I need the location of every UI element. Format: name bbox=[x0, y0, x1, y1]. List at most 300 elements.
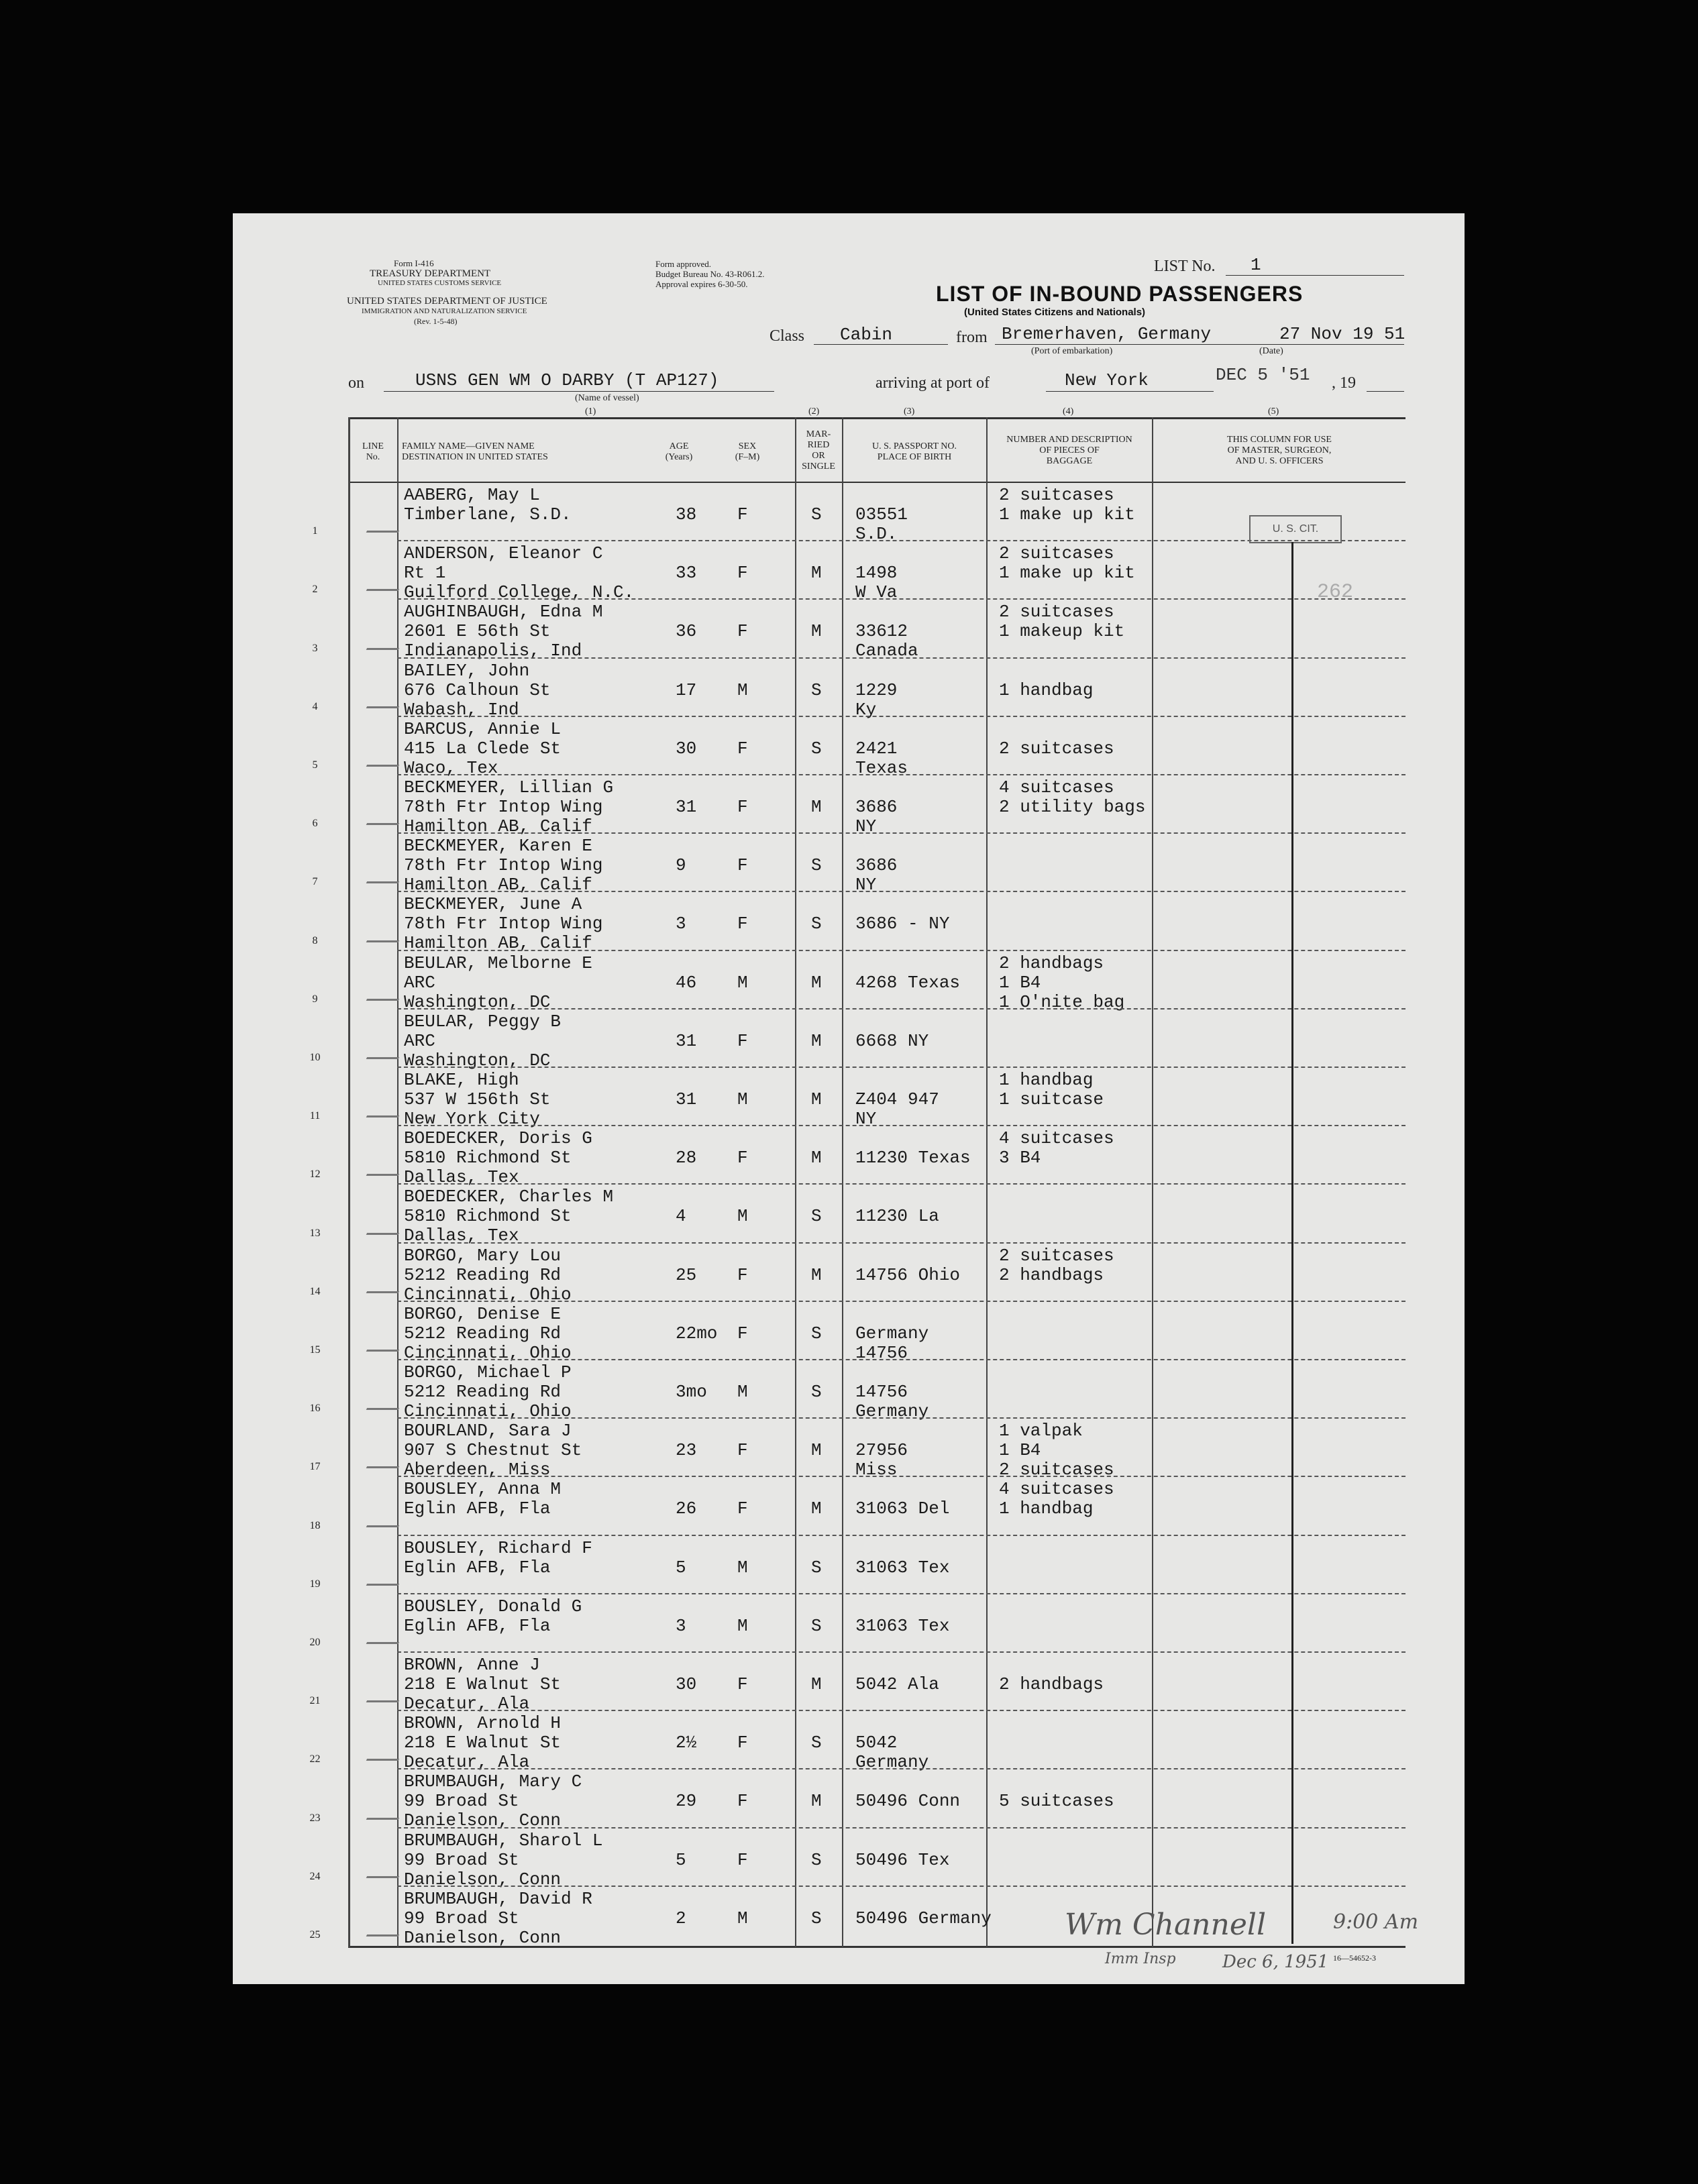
passenger-sex: F bbox=[737, 621, 748, 642]
passenger-sex: F bbox=[737, 1323, 748, 1344]
passenger-name-line: BOUSLEY, Richard F bbox=[404, 1537, 592, 1558]
passenger-name-line: BROWN, Anne J bbox=[404, 1655, 540, 1675]
passenger-name-line: Guilford College, N.C. bbox=[404, 582, 635, 603]
passenger-name-line: BORGO, Denise E bbox=[404, 1303, 562, 1324]
line-number: 16 bbox=[309, 1403, 321, 1415]
arrival-date-stamp: DEC 5 '51 bbox=[1216, 365, 1310, 385]
passenger-marital-status: M bbox=[811, 1440, 822, 1461]
passenger-name-line: Waco, Tex bbox=[404, 757, 498, 778]
passenger-age: 5 bbox=[676, 1557, 686, 1578]
row-divider bbox=[397, 1125, 1405, 1126]
header-name: FAMILY NAME—GIVEN NAME DESTINATION IN UNITED STATES bbox=[402, 441, 548, 462]
passenger-passport: Germany bbox=[855, 1752, 929, 1773]
passenger-passport: 2421 bbox=[855, 738, 898, 759]
passenger-name-line: BECKMEYER, Karen E bbox=[404, 836, 592, 857]
manifest-page bbox=[233, 213, 1465, 1984]
passenger-passport: 50496 Conn bbox=[855, 1791, 961, 1812]
passenger-marital-status: S bbox=[811, 1557, 822, 1578]
passenger-name-line: 5212 Reading Rd bbox=[404, 1323, 562, 1344]
passenger-sex: M bbox=[737, 972, 748, 993]
row-divider bbox=[397, 1827, 1405, 1828]
check-mark-icon bbox=[366, 632, 407, 650]
passenger-rows bbox=[233, 213, 1465, 1957]
passenger-sex: F bbox=[737, 1733, 748, 1753]
customs-service: UNITED STATES CUSTOMS SERVICE bbox=[378, 279, 502, 287]
passenger-age: 30 bbox=[676, 1674, 697, 1694]
check-mark-icon bbox=[366, 865, 407, 883]
row-divider bbox=[397, 1417, 1405, 1419]
passenger-name-line: 99 Broad St bbox=[404, 1908, 519, 1928]
passenger-name-line: 78th Ftr Intop Wing bbox=[404, 855, 603, 876]
passenger-age: 17 bbox=[676, 679, 697, 700]
passenger-baggage: 2 suitcases bbox=[999, 738, 1114, 759]
line-number: 17 bbox=[309, 1461, 321, 1473]
class-label: Class bbox=[770, 327, 805, 345]
passenger-age: 2 bbox=[676, 1908, 686, 1928]
signature-time: 9:00 Am bbox=[1333, 1910, 1419, 1934]
passenger-age: 9 bbox=[676, 855, 686, 876]
approval-line: Form approved. bbox=[655, 259, 712, 269]
passenger-baggage: 4 suitcases bbox=[999, 777, 1114, 798]
row-divider bbox=[397, 716, 1405, 717]
check-mark-icon bbox=[366, 1275, 407, 1293]
passenger-name-line: New York City bbox=[404, 1109, 540, 1129]
row-divider bbox=[397, 1886, 1405, 1887]
line-number: 20 bbox=[309, 1637, 321, 1648]
passenger-name-line: BAILEY, John bbox=[404, 660, 530, 681]
passenger-name-line: BOUSLEY, Anna M bbox=[404, 1479, 562, 1500]
header-marital: MAR- RIED OR SINGLE bbox=[802, 429, 835, 472]
passenger-baggage: 4 suitcases bbox=[999, 1128, 1114, 1149]
ins-service: IMMIGRATION AND NATURALIZATION SERVICE bbox=[362, 307, 527, 315]
check-mark-icon bbox=[366, 1743, 407, 1761]
col-number: (5) bbox=[1268, 406, 1279, 417]
passenger-age: 31 bbox=[676, 1089, 697, 1109]
passenger-age: 23 bbox=[676, 1440, 697, 1461]
justice-dept: UNITED STATES DEPARTMENT OF JUSTICE bbox=[347, 296, 547, 307]
passenger-baggage: 1 B4 bbox=[999, 972, 1041, 993]
passenger-name-line: Washington, DC bbox=[404, 991, 551, 1012]
passenger-marital-status: S bbox=[811, 1615, 822, 1636]
passenger-baggage: 1 make up kit bbox=[999, 563, 1135, 584]
passenger-age: 33 bbox=[676, 563, 697, 584]
passenger-name-line: Cincinnati, Ohio bbox=[404, 1284, 572, 1305]
check-mark-icon bbox=[366, 573, 407, 591]
passenger-baggage: 1 handbag bbox=[999, 1498, 1094, 1519]
check-mark-icon bbox=[366, 514, 407, 533]
check-mark-icon bbox=[366, 1568, 407, 1586]
passenger-sex: F bbox=[737, 1498, 748, 1519]
passenger-passport: 3686 - NY bbox=[855, 914, 950, 934]
footer-code: 16—54652-3 bbox=[1333, 1953, 1376, 1963]
passenger-passport: 6668 NY bbox=[855, 1030, 929, 1051]
check-mark-icon bbox=[366, 983, 407, 1001]
passenger-name-line: Rt 1 bbox=[404, 563, 446, 584]
passenger-sex: F bbox=[737, 914, 748, 934]
passenger-passport: Germany bbox=[855, 1323, 929, 1344]
check-mark-icon bbox=[366, 807, 407, 825]
passenger-passport: Canada bbox=[855, 641, 918, 661]
passenger-baggage: 1 B4 bbox=[999, 1440, 1041, 1461]
passenger-sex: F bbox=[737, 504, 748, 525]
officer-check-line bbox=[1291, 542, 1293, 1944]
list-no-value: 1 bbox=[1251, 255, 1261, 275]
check-mark-icon bbox=[366, 1158, 407, 1176]
embarkation-port: Bremerhaven, Germany bbox=[1002, 324, 1212, 344]
passenger-sex: M bbox=[737, 1557, 748, 1578]
year-suffix: , 19 bbox=[1332, 374, 1356, 392]
passenger-passport: 14756 Ohio bbox=[855, 1264, 961, 1285]
passenger-name-line: 5212 Reading Rd bbox=[404, 1382, 562, 1402]
passenger-name-line: Danielson, Conn bbox=[404, 1869, 562, 1890]
passenger-name-line: BECKMEYER, June A bbox=[404, 894, 582, 915]
page-subtitle: (United States Citizens and Nationals) bbox=[964, 307, 1146, 318]
passenger-baggage: 2 suitcases bbox=[999, 543, 1114, 564]
row-divider bbox=[397, 598, 1405, 600]
check-mark-icon bbox=[366, 1041, 407, 1059]
passenger-name-line: BRUMBAUGH, David R bbox=[404, 1888, 592, 1909]
passenger-name-line: Hamilton AB, Calif bbox=[404, 933, 592, 954]
passenger-marital-status: M bbox=[811, 1089, 822, 1109]
approval-line: Budget Bureau No. 43-R061.2. bbox=[655, 269, 765, 279]
row-divider bbox=[397, 1359, 1405, 1360]
passenger-baggage: 1 handbag bbox=[999, 1070, 1094, 1090]
passenger-name-line: BLAKE, High bbox=[404, 1070, 519, 1090]
check-mark-icon bbox=[366, 1684, 407, 1702]
row-divider bbox=[397, 1710, 1405, 1711]
passenger-passport: 31063 Tex bbox=[855, 1557, 950, 1578]
passenger-baggage: 1 handbag bbox=[999, 679, 1094, 700]
signature-date: Dec 6, 1951 bbox=[1222, 1952, 1329, 1972]
passenger-name-line: BOEDECKER, Charles M bbox=[404, 1187, 614, 1207]
line-number: 25 bbox=[309, 1929, 321, 1941]
header-passport: U. S. PASSPORT NO. PLACE OF BIRTH bbox=[872, 441, 957, 462]
passenger-age: 5 bbox=[676, 1849, 686, 1870]
passenger-name-line: BARCUS, Annie L bbox=[404, 718, 562, 739]
passenger-name-line: BORGO, Michael P bbox=[404, 1362, 572, 1382]
row-divider bbox=[397, 832, 1405, 834]
passenger-sex: M bbox=[737, 1089, 748, 1109]
check-mark-icon bbox=[366, 1626, 407, 1644]
passenger-name-line: Decatur, Ala bbox=[404, 1694, 530, 1714]
row-divider bbox=[397, 1301, 1405, 1302]
row-divider bbox=[397, 774, 1405, 775]
line-number: 13 bbox=[309, 1227, 321, 1239]
check-mark-icon bbox=[366, 924, 407, 942]
approval-line: Approval expires 6-30-50. bbox=[655, 279, 748, 289]
line-number: 3 bbox=[312, 642, 318, 654]
passenger-name-line: 99 Broad St bbox=[404, 1791, 519, 1812]
line-number: 2 bbox=[312, 584, 318, 596]
passenger-age: 26 bbox=[676, 1498, 697, 1519]
embarkation-date: 27 Nov 19 51 bbox=[1279, 324, 1405, 344]
form-number: Form I-416 bbox=[394, 258, 434, 268]
header-line-no: LINE No. bbox=[362, 441, 384, 462]
passenger-name-line: Eglin AFB, Fla bbox=[404, 1615, 551, 1636]
page-title: LIST OF IN-BOUND PASSENGERS bbox=[936, 282, 1304, 306]
header-sex: SEX (F–M) bbox=[735, 441, 760, 462]
passenger-passport: W Va bbox=[855, 582, 898, 603]
passenger-passport: Germany bbox=[855, 1401, 929, 1421]
passenger-sex: F bbox=[737, 1030, 748, 1051]
passenger-name-line: BOUSLEY, Donald G bbox=[404, 1596, 582, 1617]
line-number: 6 bbox=[312, 818, 318, 830]
inspector-title: Imm Insp bbox=[1105, 1951, 1176, 1967]
passenger-sex: M bbox=[737, 679, 748, 700]
check-mark-icon bbox=[366, 1333, 407, 1352]
passenger-name-line: Danielson, Conn bbox=[404, 1810, 562, 1831]
passenger-name-line: Timberlane, S.D. bbox=[404, 504, 572, 525]
passenger-name-line: Aberdeen, Miss bbox=[404, 1460, 551, 1480]
passenger-sex: F bbox=[737, 1264, 748, 1285]
passenger-name-line: BOEDECKER, Doris G bbox=[404, 1128, 592, 1149]
line-number: 1 bbox=[312, 525, 318, 537]
passenger-marital-status: S bbox=[811, 1323, 822, 1344]
passenger-age: 22mo bbox=[676, 1323, 718, 1344]
passenger-name-line: Washington, DC bbox=[404, 1050, 551, 1071]
line-number: 4 bbox=[312, 700, 318, 712]
passenger-age: 29 bbox=[676, 1791, 697, 1812]
passenger-name-line: ARC bbox=[404, 972, 435, 993]
passenger-name-line: 99 Broad St bbox=[404, 1849, 519, 1870]
row-divider bbox=[397, 950, 1405, 951]
line-number: 5 bbox=[312, 759, 318, 771]
passenger-marital-status: M bbox=[811, 1674, 822, 1694]
from-label: from bbox=[956, 329, 988, 346]
passenger-sex: M bbox=[737, 1382, 748, 1402]
passenger-marital-status: M bbox=[811, 1498, 822, 1519]
passenger-passport: 11230 La bbox=[855, 1206, 939, 1227]
line-number: 7 bbox=[312, 876, 318, 888]
passenger-age: 46 bbox=[676, 972, 697, 993]
side-number: 262 bbox=[1317, 581, 1354, 604]
passenger-baggage: 4 suitcases bbox=[999, 1479, 1114, 1500]
line-number: 22 bbox=[309, 1753, 321, 1765]
passenger-age: 31 bbox=[676, 1030, 697, 1051]
line-number: 9 bbox=[312, 993, 318, 1005]
passenger-name-line: 5810 Richmond St bbox=[404, 1206, 572, 1227]
passenger-baggage: 2 suitcases bbox=[999, 485, 1114, 505]
passenger-passport: 3686 bbox=[855, 797, 898, 817]
passenger-passport: NY bbox=[855, 1109, 877, 1129]
col-number: (3) bbox=[904, 406, 915, 417]
passenger-name-line: BECKMEYER, Lillian G bbox=[404, 777, 614, 798]
row-divider bbox=[397, 657, 1405, 659]
passenger-marital-status: S bbox=[811, 738, 822, 759]
passenger-baggage: 2 suitcases bbox=[999, 1245, 1114, 1266]
row-divider bbox=[397, 1535, 1405, 1536]
passenger-name-line: Cincinnati, Ohio bbox=[404, 1342, 572, 1363]
passenger-name-line: Eglin AFB, Fla bbox=[404, 1498, 551, 1519]
passenger-passport: NY bbox=[855, 816, 877, 836]
row-divider bbox=[397, 1067, 1405, 1068]
line-number: 10 bbox=[309, 1052, 321, 1063]
passenger-passport: Z404 947 bbox=[855, 1089, 939, 1109]
passenger-name-line: Hamilton AB, Calif bbox=[404, 816, 592, 836]
passenger-passport: 50496 Germany bbox=[855, 1908, 992, 1928]
class-value: Cabin bbox=[840, 325, 893, 345]
arrival-port: New York bbox=[1065, 370, 1149, 390]
passenger-baggage: 1 suitcase bbox=[999, 1089, 1104, 1109]
passenger-passport: Texas bbox=[855, 757, 908, 778]
passenger-passport: 03551 bbox=[855, 504, 908, 525]
passenger-name-line: Dallas, Tex bbox=[404, 1225, 519, 1246]
passenger-age: 31 bbox=[676, 797, 697, 817]
passenger-sex: F bbox=[737, 738, 748, 759]
line-number: 21 bbox=[309, 1695, 321, 1707]
passenger-sex: F bbox=[737, 855, 748, 876]
passenger-marital-status: S bbox=[811, 1908, 822, 1928]
passenger-name-line: 907 S Chestnut St bbox=[404, 1440, 582, 1461]
passenger-passport: Ky bbox=[855, 699, 877, 720]
check-mark-icon bbox=[366, 1860, 407, 1878]
row-divider bbox=[397, 891, 1405, 892]
passenger-name-line: ARC bbox=[404, 1030, 435, 1051]
passenger-passport: 14756 bbox=[855, 1342, 908, 1363]
inspector-signature: Wm Channell bbox=[1065, 1908, 1267, 1942]
passenger-name-line: Hamilton AB, Calif bbox=[404, 875, 592, 895]
passenger-baggage: 2 handbags bbox=[999, 952, 1104, 973]
passenger-name-line: 218 E Walnut St bbox=[404, 1674, 562, 1694]
header-age: AGE (Years) bbox=[665, 441, 693, 462]
passenger-age: 3 bbox=[676, 1615, 686, 1636]
passenger-baggage: 2 suitcases bbox=[999, 602, 1114, 622]
passenger-marital-status: M bbox=[811, 972, 822, 993]
on-label: on bbox=[348, 374, 364, 392]
passenger-passport: 1498 bbox=[855, 563, 898, 584]
check-mark-icon bbox=[366, 1392, 407, 1410]
list-no-label: LIST No. bbox=[1154, 258, 1216, 275]
passenger-passport: 27956 bbox=[855, 1440, 908, 1461]
check-mark-icon bbox=[366, 1450, 407, 1468]
passenger-sex: F bbox=[737, 797, 748, 817]
passenger-age: 3mo bbox=[676, 1382, 707, 1402]
passenger-name-line: BRUMBAUGH, Mary C bbox=[404, 1771, 582, 1792]
passenger-passport: 31063 Del bbox=[855, 1498, 950, 1519]
passenger-passport: S.D. bbox=[855, 524, 898, 544]
passenger-name-line: ANDERSON, Eleanor C bbox=[404, 543, 603, 564]
passenger-marital-status: S bbox=[811, 914, 822, 934]
passenger-passport: 14756 bbox=[855, 1382, 908, 1402]
check-mark-icon bbox=[366, 1802, 407, 1820]
passenger-baggage: 2 handbags bbox=[999, 1674, 1104, 1694]
header-officers-use: THIS COLUMN FOR USE OF MASTER, SURGEON, AND U. S. OFFICERS bbox=[1227, 435, 1332, 466]
passenger-name-line: BOURLAND, Sara J bbox=[404, 1421, 572, 1441]
passenger-marital-status: S bbox=[811, 1382, 822, 1402]
line-number: 12 bbox=[309, 1168, 321, 1181]
passenger-name-line: 78th Ftr Intop Wing bbox=[404, 797, 603, 817]
passenger-name-line: BORGO, Mary Lou bbox=[404, 1245, 562, 1266]
passenger-name-line: AABERG, May L bbox=[404, 485, 540, 505]
header-baggage: NUMBER AND DESCRIPTION OF PIECES OF BAGGAGE bbox=[1006, 435, 1132, 466]
passenger-marital-status: S bbox=[811, 679, 822, 700]
revision: (Rev. 1-5-48) bbox=[414, 317, 458, 326]
passenger-marital-status: M bbox=[811, 1791, 822, 1812]
passenger-name-line: Danielson, Conn bbox=[404, 1927, 562, 1948]
passenger-passport: 5042 bbox=[855, 1733, 898, 1753]
row-divider bbox=[397, 1008, 1405, 1009]
passenger-baggage: 1 valpak bbox=[999, 1421, 1083, 1441]
passenger-sex: F bbox=[737, 1148, 748, 1168]
passenger-sex: F bbox=[737, 1440, 748, 1461]
passenger-name-line: Decatur, Ala bbox=[404, 1752, 530, 1773]
line-number: 19 bbox=[309, 1578, 321, 1590]
passenger-sex: F bbox=[737, 1674, 748, 1694]
passenger-name-line: 5212 Reading Rd bbox=[404, 1264, 562, 1285]
passenger-sex: F bbox=[737, 1791, 748, 1812]
passenger-baggage: 2 suitcases bbox=[999, 1460, 1114, 1480]
date-caption: (Date) bbox=[1259, 346, 1283, 356]
passenger-age: 28 bbox=[676, 1148, 697, 1168]
passenger-sex: M bbox=[737, 1908, 748, 1928]
col-number: (2) bbox=[808, 406, 820, 417]
passenger-marital-status: M bbox=[811, 1264, 822, 1285]
check-mark-icon bbox=[366, 1509, 407, 1527]
treasury-dept: TREASURY DEPARTMENT bbox=[370, 268, 491, 279]
passenger-sex: M bbox=[737, 1206, 748, 1227]
passenger-baggage: 5 suitcases bbox=[999, 1791, 1114, 1812]
vessel-name: USNS GEN WM O DARBY (T AP127) bbox=[415, 370, 719, 390]
passenger-name-line: Indianapolis, Ind bbox=[404, 641, 582, 661]
passenger-marital-status: S bbox=[811, 504, 822, 525]
passenger-passport: 11230 Texas bbox=[855, 1148, 971, 1168]
passenger-age: 2½ bbox=[676, 1733, 697, 1753]
arriving-label: arriving at port of bbox=[875, 374, 990, 392]
passenger-baggage: 1 make up kit bbox=[999, 504, 1135, 525]
passenger-baggage: 2 handbags bbox=[999, 1264, 1104, 1285]
passenger-name-line: AUGHINBAUGH, Edna M bbox=[404, 602, 603, 622]
row-divider bbox=[397, 1593, 1405, 1594]
passenger-passport: 4268 Texas bbox=[855, 972, 961, 993]
row-divider bbox=[397, 1768, 1405, 1769]
passenger-marital-status: S bbox=[811, 1206, 822, 1227]
citizen-stamp: U. S. CIT. bbox=[1249, 515, 1342, 543]
passenger-baggage: 1 makeup kit bbox=[999, 621, 1125, 642]
check-mark-icon bbox=[366, 1918, 407, 1936]
passenger-marital-status: M bbox=[811, 621, 822, 642]
col-number: (1) bbox=[585, 406, 596, 417]
passenger-passport: 31063 Tex bbox=[855, 1615, 950, 1636]
passenger-sex: M bbox=[737, 1615, 748, 1636]
passenger-age: 25 bbox=[676, 1264, 697, 1285]
passenger-age: 36 bbox=[676, 621, 697, 642]
row-divider bbox=[397, 1476, 1405, 1477]
passenger-age: 4 bbox=[676, 1206, 686, 1227]
row-divider bbox=[397, 1651, 1405, 1653]
passenger-name-line: 218 E Walnut St bbox=[404, 1733, 562, 1753]
port-caption: (Port of embarkation) bbox=[1031, 346, 1113, 356]
passenger-marital-status: M bbox=[811, 797, 822, 817]
passenger-name-line: 415 La Clede St bbox=[404, 738, 562, 759]
vessel-caption: (Name of vessel) bbox=[575, 393, 639, 403]
passenger-passport: 5042 Ala bbox=[855, 1674, 939, 1694]
passenger-age: 30 bbox=[676, 738, 697, 759]
passenger-age: 38 bbox=[676, 504, 697, 525]
passenger-age: 3 bbox=[676, 914, 686, 934]
check-mark-icon bbox=[366, 1217, 407, 1235]
passenger-marital-status: M bbox=[811, 1148, 822, 1168]
line-number: 15 bbox=[309, 1344, 321, 1356]
passenger-passport: 50496 Tex bbox=[855, 1849, 950, 1870]
line-number: 14 bbox=[309, 1285, 321, 1297]
passenger-baggage: 1 O'nite bag bbox=[999, 991, 1125, 1012]
passenger-name-line: 537 W 156th St bbox=[404, 1089, 551, 1109]
passenger-marital-status: S bbox=[811, 1849, 822, 1870]
line-number: 11 bbox=[309, 1110, 321, 1122]
passenger-name-line: 2601 E 56th St bbox=[404, 621, 551, 642]
col-number: (4) bbox=[1063, 406, 1074, 417]
passenger-passport: NY bbox=[855, 875, 877, 895]
